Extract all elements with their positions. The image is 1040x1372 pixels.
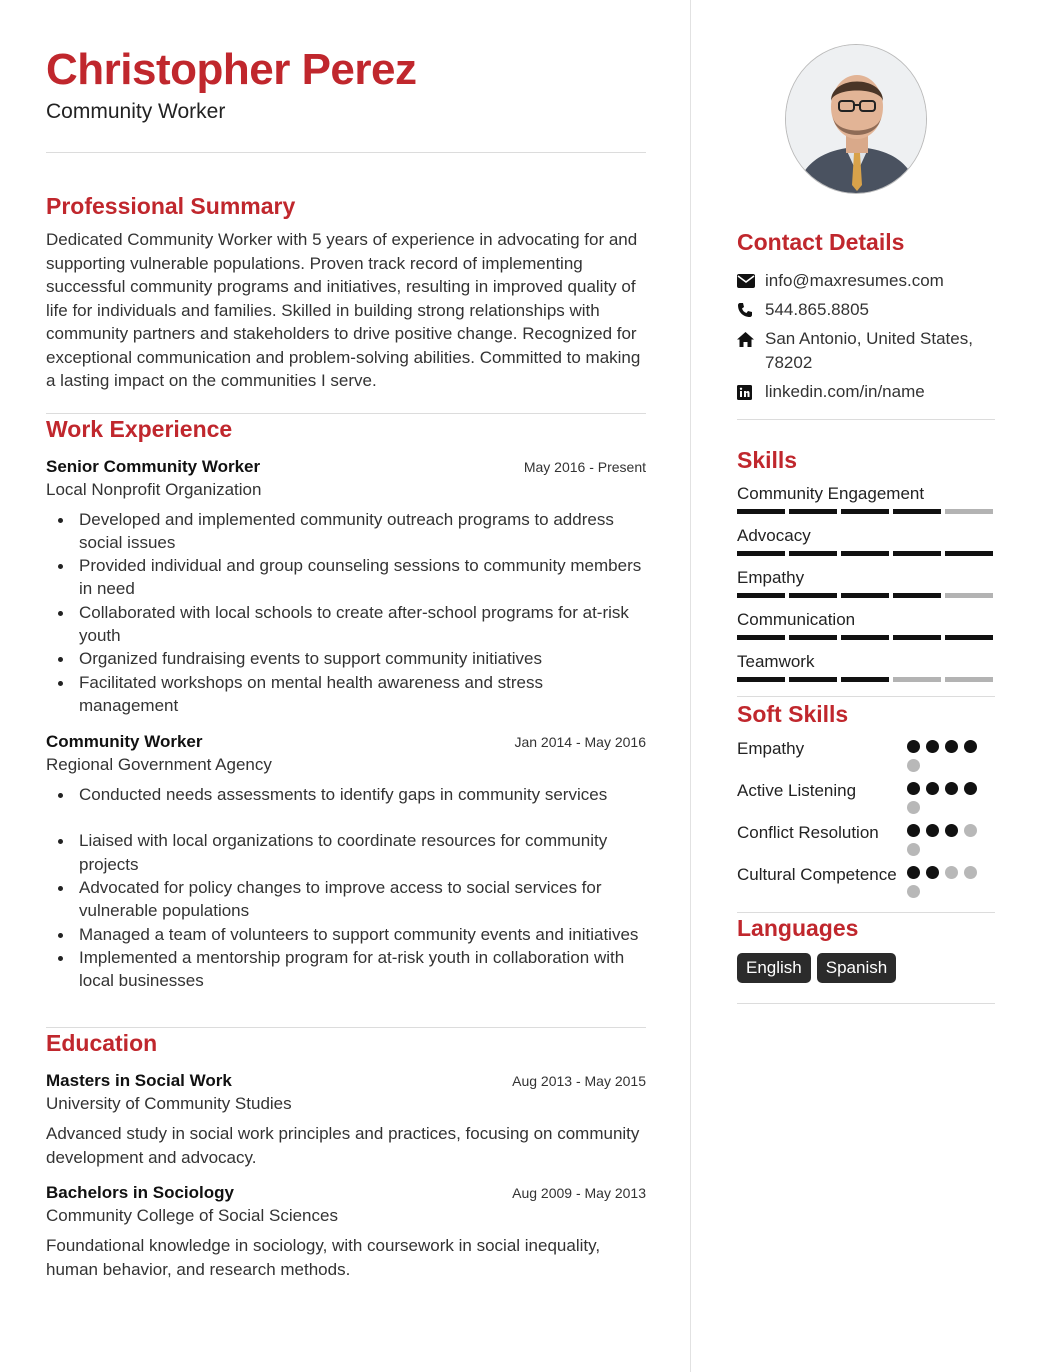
rating-dot [907,866,920,879]
skill-level-segment [841,677,889,682]
bullet-item: Collaborated with local schools to create after-school programs for at-risk youth [46,601,646,648]
bullet-item: Organized fundraising events to support community initiatives [46,647,646,670]
skill-level-segment [789,593,837,598]
skill-level-segment [945,593,993,598]
rating-dot [964,866,977,879]
skill-level-segment [841,509,889,514]
rating-dot [964,782,977,795]
skill-level-segment [789,635,837,640]
skill-level-segment [945,509,993,514]
rating-dot [945,740,958,753]
skill-name: Advocacy [737,526,811,545]
bullet-item: Facilitated workshops on mental health awareness and stress management [46,671,646,718]
skill-level-bar [737,509,995,514]
rating-dot [926,782,939,795]
skill-level-bar [737,635,995,640]
skill-level-segment [737,635,785,640]
experience-entry [46,456,646,718]
experience-role: Senior Community Worker [46,456,261,476]
rating-dot [907,843,920,856]
contact-email[interactable] [737,269,995,293]
soft-skill-item [737,821,995,856]
rating-dot [945,782,958,795]
main-column [46,44,646,1282]
bullet-item: Conducted needs assessments to identify gaps in community services [46,783,646,806]
experience-org: Regional Government Agency [46,755,272,775]
skills-heading: Skills [737,447,798,473]
experience-role: Community Worker [46,732,203,752]
skill-name: Community Engagement [737,484,925,503]
experience-org: Local Nonprofit Organization [46,479,262,499]
rating-dot [926,866,939,879]
skill-name: Teamwork [737,652,815,671]
contact-heading: Contact Details [737,229,905,255]
skill-level-segment [841,593,889,598]
education-school: Community College of Social Sciences [46,1205,338,1225]
education-dates: Aug 2009 - May 2013 [512,1184,646,1201]
rating-dot [907,759,920,772]
summary-text: Dedicated Community Worker with 5 years of experience in advocating for and supporting vulnerable populations. Proven track record of implementing successful community programs and initiatives, resulting in improved quality of life for individuals and families. Skilled in building strong relationships with community partners and stakeholders to drive positive change. Recognized for exceptional communication and problem-solving abilities. Committed to making a lasting impact on the communities I serve. [46,230,641,390]
experience-dates: May 2016 - Present [523,458,646,475]
soft-skill-name: Active Listening [737,781,857,800]
skill-level-segment [737,677,785,682]
bullet-item: Advocated for policy changes to improve access to social services for vulnerable populations [46,876,646,923]
soft-skill-name: Conflict Resolution [737,823,879,842]
skills-divider [737,696,995,697]
skill-name: Empathy [737,568,805,587]
bullet-item: Implemented a mentorship program for at-risk youth in collaboration with local businesses [46,946,646,993]
education-degree: Bachelors in Sociology [46,1182,234,1202]
phone-icon [737,298,765,322]
skill-name: Communication [737,610,856,629]
soft-skills-heading: Soft Skills [737,701,849,727]
linkedin-icon [737,380,765,404]
soft-skills-list [737,737,995,898]
skill-level-segment [841,551,889,556]
bullet-item: Liaised with local organizations to coordinate resources for community projects [46,829,646,876]
soft-skill-item [737,737,995,772]
soft-skill-rating [907,737,995,772]
languages-heading: Languages [737,915,859,941]
experience-dates: Jan 2014 - May 2016 [514,734,646,751]
envelope-icon [737,269,765,293]
contact-linkedin-text: linkedin.com/in/name [765,382,925,401]
skill-level-segment [737,551,785,556]
bullet-item: Managed a team of volunteers to support community events and initiatives [46,923,646,946]
skill-level-bar [737,593,995,598]
skill-level-bar [737,677,995,682]
contact-email-text: info@maxresumes.com [765,271,944,290]
skill-item [737,609,995,640]
education-dates: Aug 2013 - May 2015 [512,1072,646,1089]
skill-item [737,483,995,514]
experience-bullets [46,508,646,718]
skill-item [737,651,995,682]
skill-level-segment [893,551,941,556]
education-entry [46,1182,646,1282]
rating-dot [926,824,939,837]
soft-skill-item [737,863,995,898]
contact-phone[interactable] [737,298,995,322]
language-badge: English [737,953,811,983]
skill-level-segment [893,593,941,598]
skill-item [737,525,995,556]
education-description: Foundational knowledge in sociology, with coursework in social inequality, human behavior, and research methods. [46,1235,601,1279]
skill-level-bar [737,551,995,556]
rating-dot [964,824,977,837]
experience-bullets [46,783,646,992]
education-entry [46,1070,646,1170]
skill-level-segment [945,635,993,640]
experience-heading: Work Experience [46,415,233,442]
contact-address [737,327,995,375]
column-divider [690,0,691,1372]
education-school: University of Community Studies [46,1093,292,1113]
rating-dot [926,740,939,753]
languages-divider [737,1003,995,1004]
skill-item [737,567,995,598]
soft-skill-item [737,779,995,814]
rating-dot [945,824,958,837]
language-badge: Spanish [817,953,896,983]
candidate-title: Community Worker [46,100,226,123]
contact-divider [737,419,995,420]
skill-level-segment [893,635,941,640]
education-degree: Masters in Social Work [46,1070,232,1090]
header-divider [46,152,646,153]
contact-phone-text: 544.865.8805 [765,300,869,319]
experience-entry [46,731,646,992]
skill-level-segment [945,677,993,682]
skill-level-segment [737,509,785,514]
soft-skill-rating [907,863,995,898]
rating-dot [964,740,977,753]
skill-level-segment [789,509,837,514]
contact-list [737,269,995,404]
rating-dot [907,801,920,814]
education-description: Advanced study in social work principles and practices, focusing on community development and advocacy. [46,1123,640,1167]
candidate-name: Christopher Perez [46,45,417,94]
skill-level-segment [893,677,941,682]
soft-skill-name: Cultural Competence [737,865,897,884]
contact-linkedin[interactable] [737,380,995,404]
soft-skill-rating [907,821,995,856]
soft-skill-name: Empathy [737,739,805,758]
skill-level-segment [841,635,889,640]
bullet-item: Developed and implemented community outreach programs to address social issues [46,508,646,555]
skill-level-segment [789,677,837,682]
rating-dot [907,740,920,753]
soft-skill-rating [907,779,995,814]
summary-heading: Professional Summary [46,193,296,219]
contact-address-text: San Antonio, United States, 78202 [765,329,973,372]
skill-level-segment [789,551,837,556]
sidebar-column [737,44,995,1004]
rating-dot [907,782,920,795]
education-heading: Education [46,1029,158,1056]
profile-photo [785,44,927,194]
skill-level-segment [737,593,785,598]
rating-dot [907,824,920,837]
skill-level-segment [945,551,993,556]
skill-level-segment [893,509,941,514]
person-silhouette-icon [786,45,927,194]
home-icon [737,327,765,351]
languages-list [737,953,995,983]
rating-dot [945,866,958,879]
bullet-item: Provided individual and group counseling sessions to community members in need [46,554,646,601]
rating-dot [907,885,920,898]
skills-list [737,483,995,682]
